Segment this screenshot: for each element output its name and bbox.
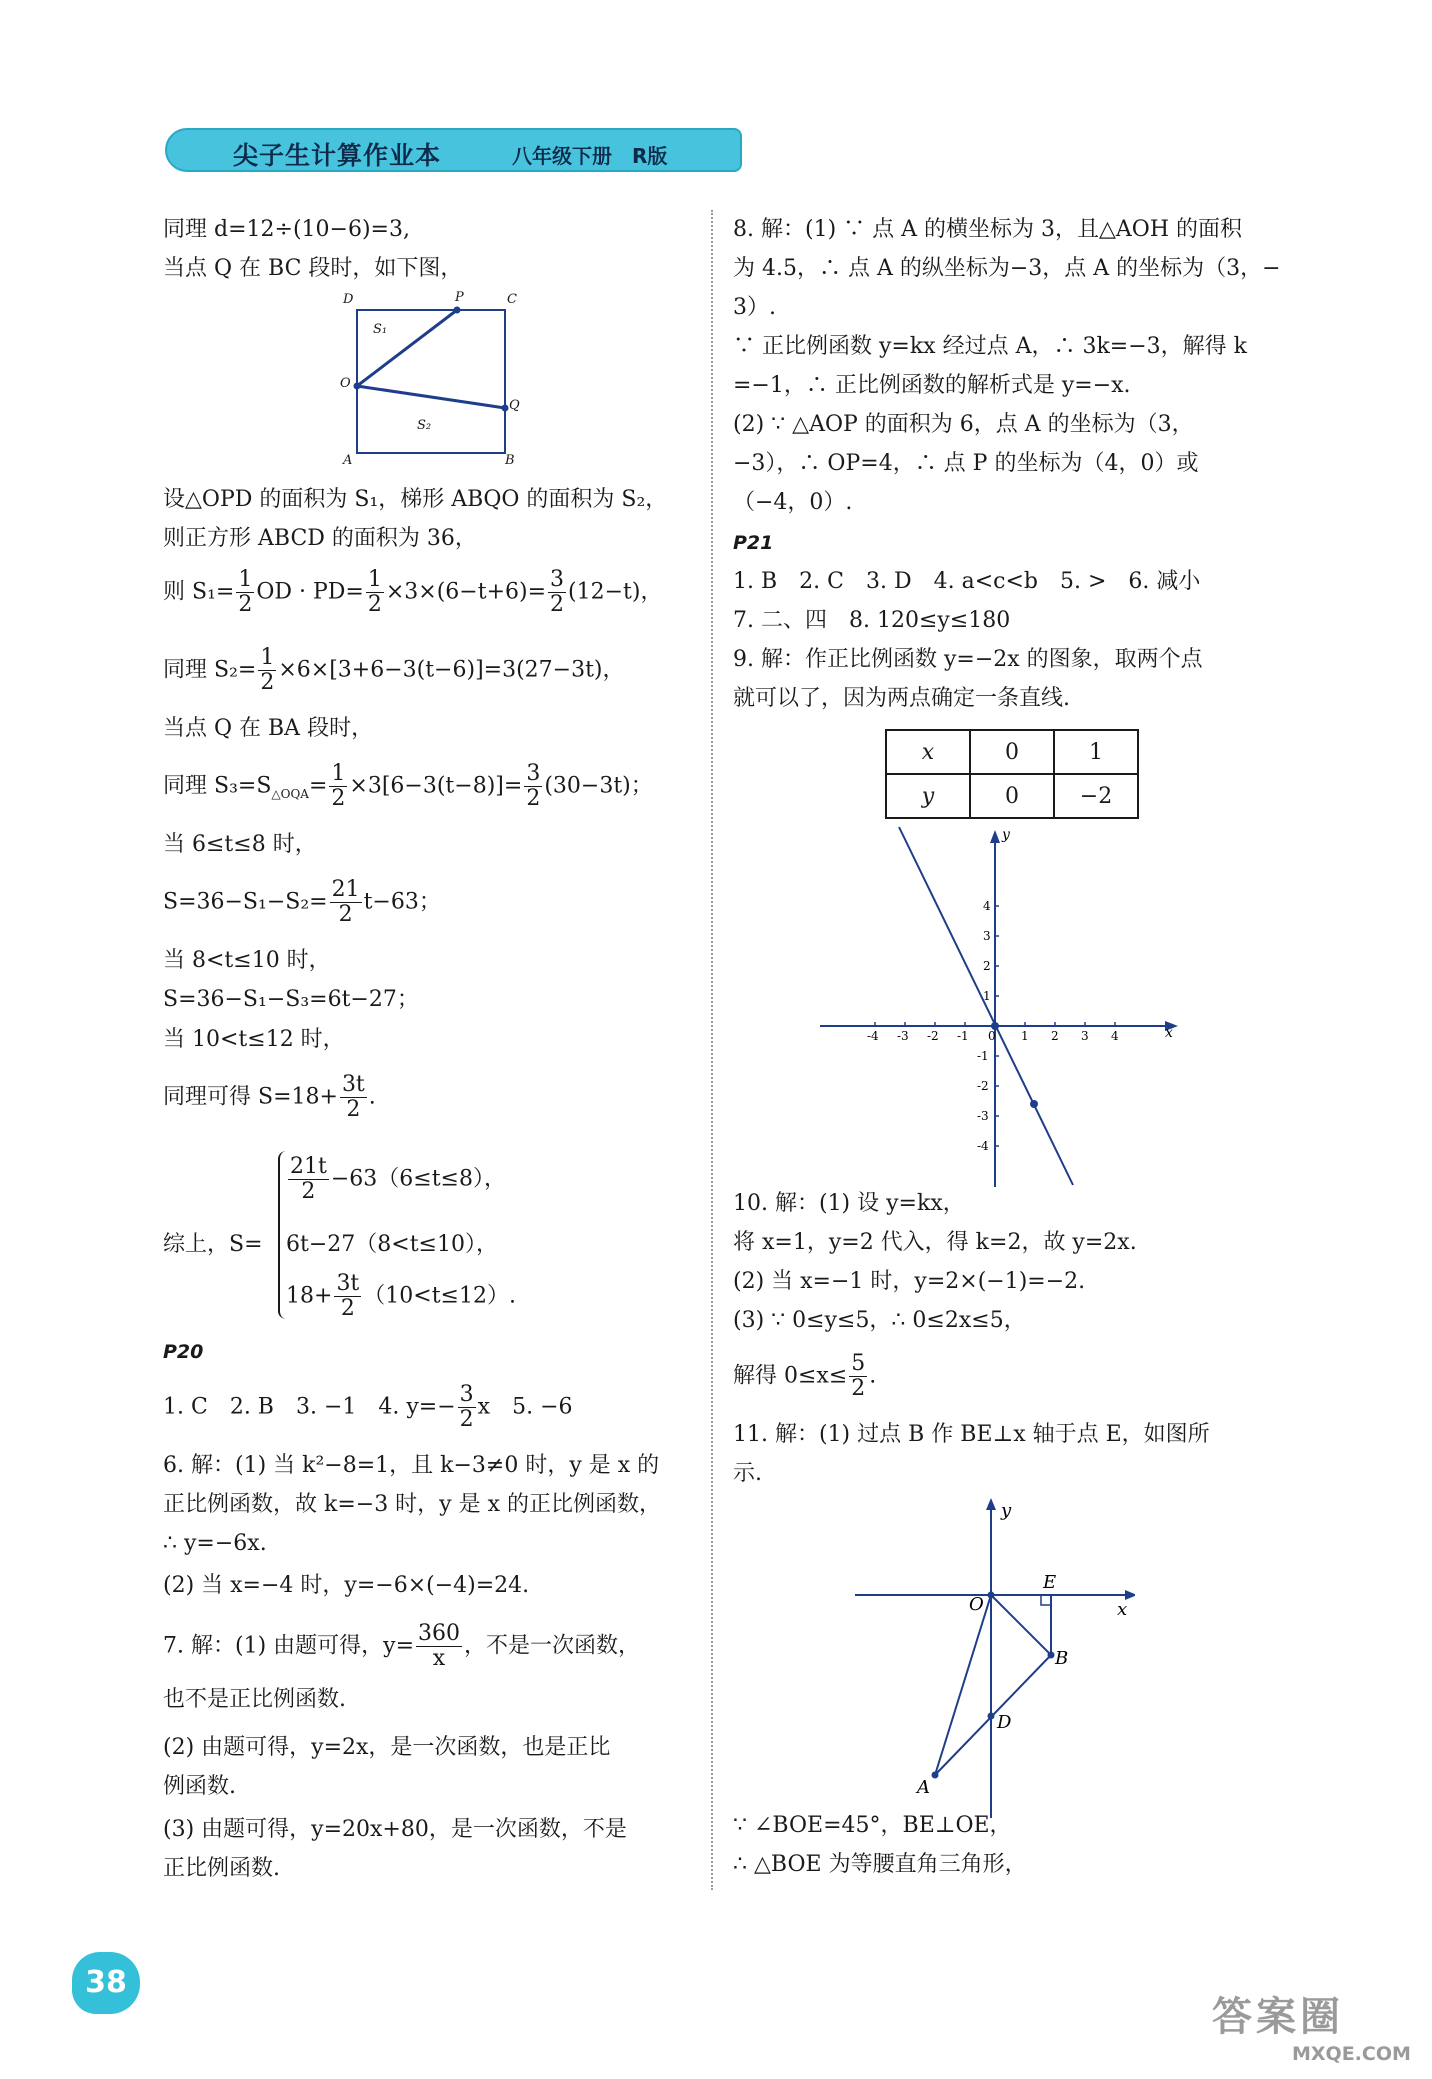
den: 2 [260,670,275,695]
piecewise-summary [163,1145,703,1325]
num: 1 [260,645,275,670]
y-tick-label: -2 [977,1079,989,1093]
x-tick-label: 2 [1051,1029,1059,1043]
text-line: ∴ y=−6x. [163,1531,267,1556]
text-line: 例函数. [163,1774,236,1799]
num: 3 [459,1382,474,1407]
case-1 [286,1155,506,1204]
subscript: △OQA [271,786,309,801]
fraction [288,1155,329,1204]
fig3-label-B: B [1055,1648,1069,1669]
x-tick-label: -4 [867,1029,879,1043]
xy-value-table [885,729,1139,819]
text-line: 当点 Q 在 BC 段时，如下图， [163,256,463,281]
num: 5 [851,1351,866,1376]
text-line: 11. 解：(1) 过点 B 作 BE⊥x 轴于点 E，如图所 [733,1422,1210,1447]
label-O: O [340,376,351,391]
formula-s [163,878,441,927]
den: 2 [459,1407,474,1432]
y-tick-label: 1 [983,989,991,1003]
text-line: 同理 d=12÷(10−6)=3, [163,217,410,242]
num: 3 [526,761,541,786]
y-tick-label: 3 [983,929,991,943]
watermark-url: MXQE.COM [1292,2043,1411,2065]
case-2: 6t−27（8<t≤10）， [286,1232,498,1257]
label-D: D [343,292,354,307]
x-axis-label: x [1165,1025,1173,1041]
text: 同理 S₃=S [163,773,272,799]
text-line: 当 8<t≤10 时， [163,948,331,973]
fig3-label-x: x [1117,1599,1128,1620]
answers-p20 [163,1383,573,1432]
text: 同理 S₂= [163,657,257,683]
section-p20: P20 [163,1341,204,1363]
answers-p21-1: 1. B 2. C 3. D 4. a<c<b 5. > 6. 减小 [733,569,1201,594]
text-line: =−1，∴ 正比例函数的解析式是 y=−x. [733,373,1131,398]
text-line: （−4，0）. [733,490,853,515]
fraction [849,1352,867,1401]
fraction [236,568,254,617]
text: −63（6≤t≤8）， [330,1166,506,1192]
den: 2 [338,902,353,927]
num: 1 [238,567,253,592]
answers-p21-2: 7. 二、四 8. 120≤y≤180 [733,608,1011,633]
fraction [258,646,276,695]
line-graph-y-neg2x [820,825,1180,1195]
text-line: 设△OPD 的面积为 S₁，梯形 ABQO 的面积为 S₂， [163,487,668,512]
text-line [163,1622,640,1671]
x-tick-label: 3 [1081,1029,1089,1043]
den: 2 [550,592,565,617]
text-line: 8. 解：(1) ∵ 点 A 的横坐标为 3，且△AOH 的面积 [733,217,1243,242]
text-line: (3) 由题可得，y=20x+80，是一次函数，不是 [163,1817,627,1842]
page-number: 38 [72,1952,140,2014]
num: 3t [341,1072,365,1097]
den: x [432,1646,446,1671]
column-divider [711,210,713,1890]
den: 2 [851,1376,866,1401]
text: ，不是一次函数， [464,1633,641,1659]
text-line: 为 4.5，∴ 点 A 的纵坐标为−3，点 A 的坐标为（3，− [733,256,1281,281]
table-cell: y [886,774,970,818]
fraction [548,568,566,617]
text: 解得 0≤x≤ [733,1363,848,1389]
x-tick-label: 4 [1111,1029,1119,1043]
label-B: B [505,453,515,468]
text: S=36−S₁−S₂= [163,889,328,915]
square-figure-labels [335,290,535,470]
fig3-label-O: O [969,1594,984,1615]
text-line: 当 10<t≤12 时， [163,1027,345,1052]
num: 3 [550,567,565,592]
summary-label: 综上，S= [163,1232,263,1257]
text: （10<t≤12）. [363,1283,516,1309]
num: 3t [336,1271,360,1296]
num: 360 [418,1621,461,1646]
text-line: (2) 由题可得，y=2x，是一次函数，也是正比 [163,1735,611,1760]
num: 21t [290,1154,327,1179]
text-line: 9. 解：作正比例函数 y=−2x 的图象，取两个点 [733,647,1203,672]
label-P: P [455,290,464,305]
x-tick-label: -1 [957,1029,969,1043]
fig3-label-E: E [1043,1572,1057,1593]
table-cell: x [886,730,970,774]
text: x 5. −6 [477,1394,573,1420]
text-line: S=36−S₁−S₃=6t−27； [163,987,419,1012]
text-line: ∴ △BOE 为等腰直角三角形， [733,1852,1027,1877]
fraction [458,1383,476,1432]
text: . [368,1084,376,1110]
text-line: ∵ ∠BOE=45°，BE⊥OE， [733,1813,1012,1838]
fraction [334,1272,361,1321]
text: 1. C 2. B 3. −1 4. y=− [163,1394,456,1420]
text-line: 当 6≤t≤8 时， [163,832,317,857]
text: = [308,773,328,799]
fraction [524,762,542,811]
label-A: A [343,453,353,468]
table-row [886,730,1138,774]
x-tick-label: -3 [897,1029,909,1043]
num: 1 [367,567,382,592]
den: 2 [346,1097,361,1122]
den: 2 [367,592,382,617]
watermark [1212,1985,1412,2075]
text: (12−t)， [568,579,663,605]
y-tick-label: 4 [983,899,991,913]
text-line: (2) ∵ △AOP 的面积为 6，点 A 的坐标为（3， [733,412,1194,437]
label-Q: Q [509,398,520,413]
fraction [366,568,384,617]
fraction [416,1622,462,1671]
text-line: 示. [733,1461,762,1486]
text-line: −3），∴ OP=4，∴ 点 P 的坐标为（4，0）或 [733,451,1199,476]
table-cell: 1 [1054,730,1138,774]
y-tick-label: -4 [977,1139,989,1153]
text-line: 3）. [733,295,776,320]
text: 7. 解：(1) 由题可得，y= [163,1633,415,1659]
formula-s-final [163,1073,376,1122]
text-line: 就可以了，因为两点确定一条直线. [733,686,1070,711]
text-line: 当点 Q 在 BA 段时， [163,716,374,741]
text-line: 10. 解：(1) 设 y=kx， [733,1191,965,1216]
text: ×6×[3+6−3(t−6)]=3(27−3t)， [278,657,625,683]
fraction [329,762,347,811]
den: 2 [331,786,346,811]
formula-s1 [163,568,662,617]
text: 18+ [286,1283,333,1309]
den: 2 [238,592,253,617]
x-tick-label: 1 [1021,1029,1029,1043]
table-cell: 0 [970,774,1054,818]
fraction [340,1073,367,1122]
label-C: C [507,292,517,307]
num: 1 [331,761,346,786]
book-title: 尖子生计算作业本 [233,141,442,170]
formula-s2 [163,646,625,695]
formula-s3 [163,762,653,814]
text: ×3×(6−t+6)= [385,579,547,605]
fig3-label-A: A [917,1777,930,1798]
y-axis-label: y [1002,827,1010,843]
text-line: 也不是正比例函数. [163,1687,346,1712]
text-line [733,1352,876,1401]
table-cell: 0 [970,730,1054,774]
section-p21: P21 [733,532,774,554]
x-tick-label: 0 [988,1029,996,1043]
text: ×3[6−3(t−8)]= [349,773,523,799]
fig3-label-y: y [1001,1500,1012,1521]
text: t−63； [363,889,441,915]
den: 2 [526,786,541,811]
text-line: 则正方形 ABCD 的面积为 36， [163,526,477,551]
y-tick-label: 2 [983,959,991,973]
text: . [869,1363,877,1389]
text-line: 正比例函数. [163,1856,280,1881]
text-line: 将 x=1，y=2 代入，得 k=2，故 y=2x. [733,1230,1137,1255]
table-row [886,774,1138,818]
y-tick-label: -1 [977,1049,989,1063]
x-tick-label: -2 [927,1029,939,1043]
label-S1: S₁ [373,322,388,337]
text: OD · PD= [256,579,364,605]
den: 2 [340,1296,355,1321]
fraction [330,878,362,927]
label-S2: S₂ [417,418,432,433]
y-tick-label: -3 [977,1109,989,1123]
text: 同理可得 S=18+ [163,1084,338,1110]
watermark-main: 答案圈 [1212,1994,1344,2040]
text: 则 S₁= [163,579,235,605]
case-3 [286,1272,516,1321]
header-banner [165,128,742,172]
den: 2 [301,1179,316,1204]
num: 21 [331,877,360,902]
text-line: ∵ 正比例函数 y=kx 经过点 A，∴ 3k=−3，解得 k [733,334,1247,359]
triangle-figure [855,1498,1135,1823]
book-subtitle: 八年级下册 R版 [512,144,668,168]
text-line: (3) ∵ 0≤y≤5，∴ 0≤2x≤5， [733,1308,1026,1333]
text-line: 6. 解：(1) 当 k²−8=1，且 k−3≠0 时，y 是 x 的 [163,1453,660,1478]
text-line: (2) 当 x=−1 时，y=2×(−1)=−2. [733,1269,1086,1294]
table-cell: −2 [1054,774,1138,818]
fig3-label-D: D [997,1712,1012,1733]
text: (30−3t)； [544,773,653,799]
text-line: 正比例函数，故 k=−3 时，y 是 x 的正比例函数， [163,1492,661,1517]
text-line: (2) 当 x=−4 时，y=−6×(−4)=24. [163,1573,530,1598]
